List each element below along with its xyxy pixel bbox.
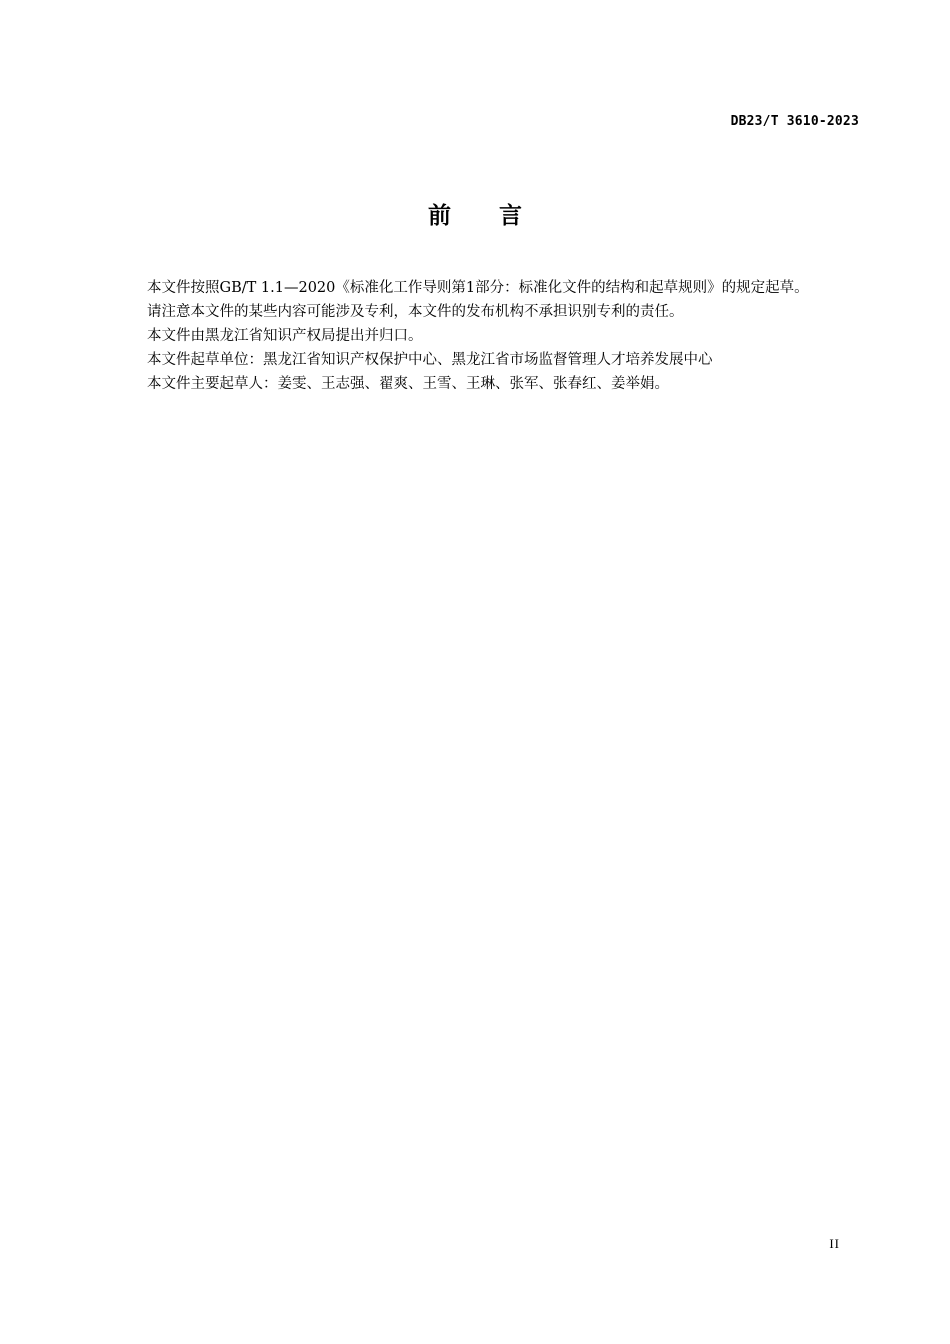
page-title (0, 197, 950, 230)
paragraph-patent-notice: 请注意本文件的某些内容可能涉及专利，本文件的发布机构不承担识别专利的责任。 (147, 304, 684, 320)
document-code: DB23/T 3610-2023 (730, 114, 859, 129)
page-number: II (829, 1236, 840, 1251)
paragraph-drafters: 本文件主要起草人：姜雯、王志强、翟爽、王雪、王琳、张军、张春红、姜举娟。 (147, 376, 669, 392)
title-char-1: 前 (428, 203, 451, 229)
paragraph-proposer: 本文件由黑龙江省知识产权局提出并归口。 (147, 328, 423, 344)
foreword-body (113, 276, 860, 396)
paragraph-drafting-units: 本文件起草单位：黑龙江省知识产权保护中心、黑龙江省市场监督管理人才培养发展中心 (147, 352, 713, 368)
paragraph-drafting-basis: 本文件按照GB/T 1.1—2020《标准化工作导则第1部分：标准化文件的结构和起草规则》的规定起草。 (147, 280, 809, 296)
title-char-2: 言 (499, 203, 522, 229)
